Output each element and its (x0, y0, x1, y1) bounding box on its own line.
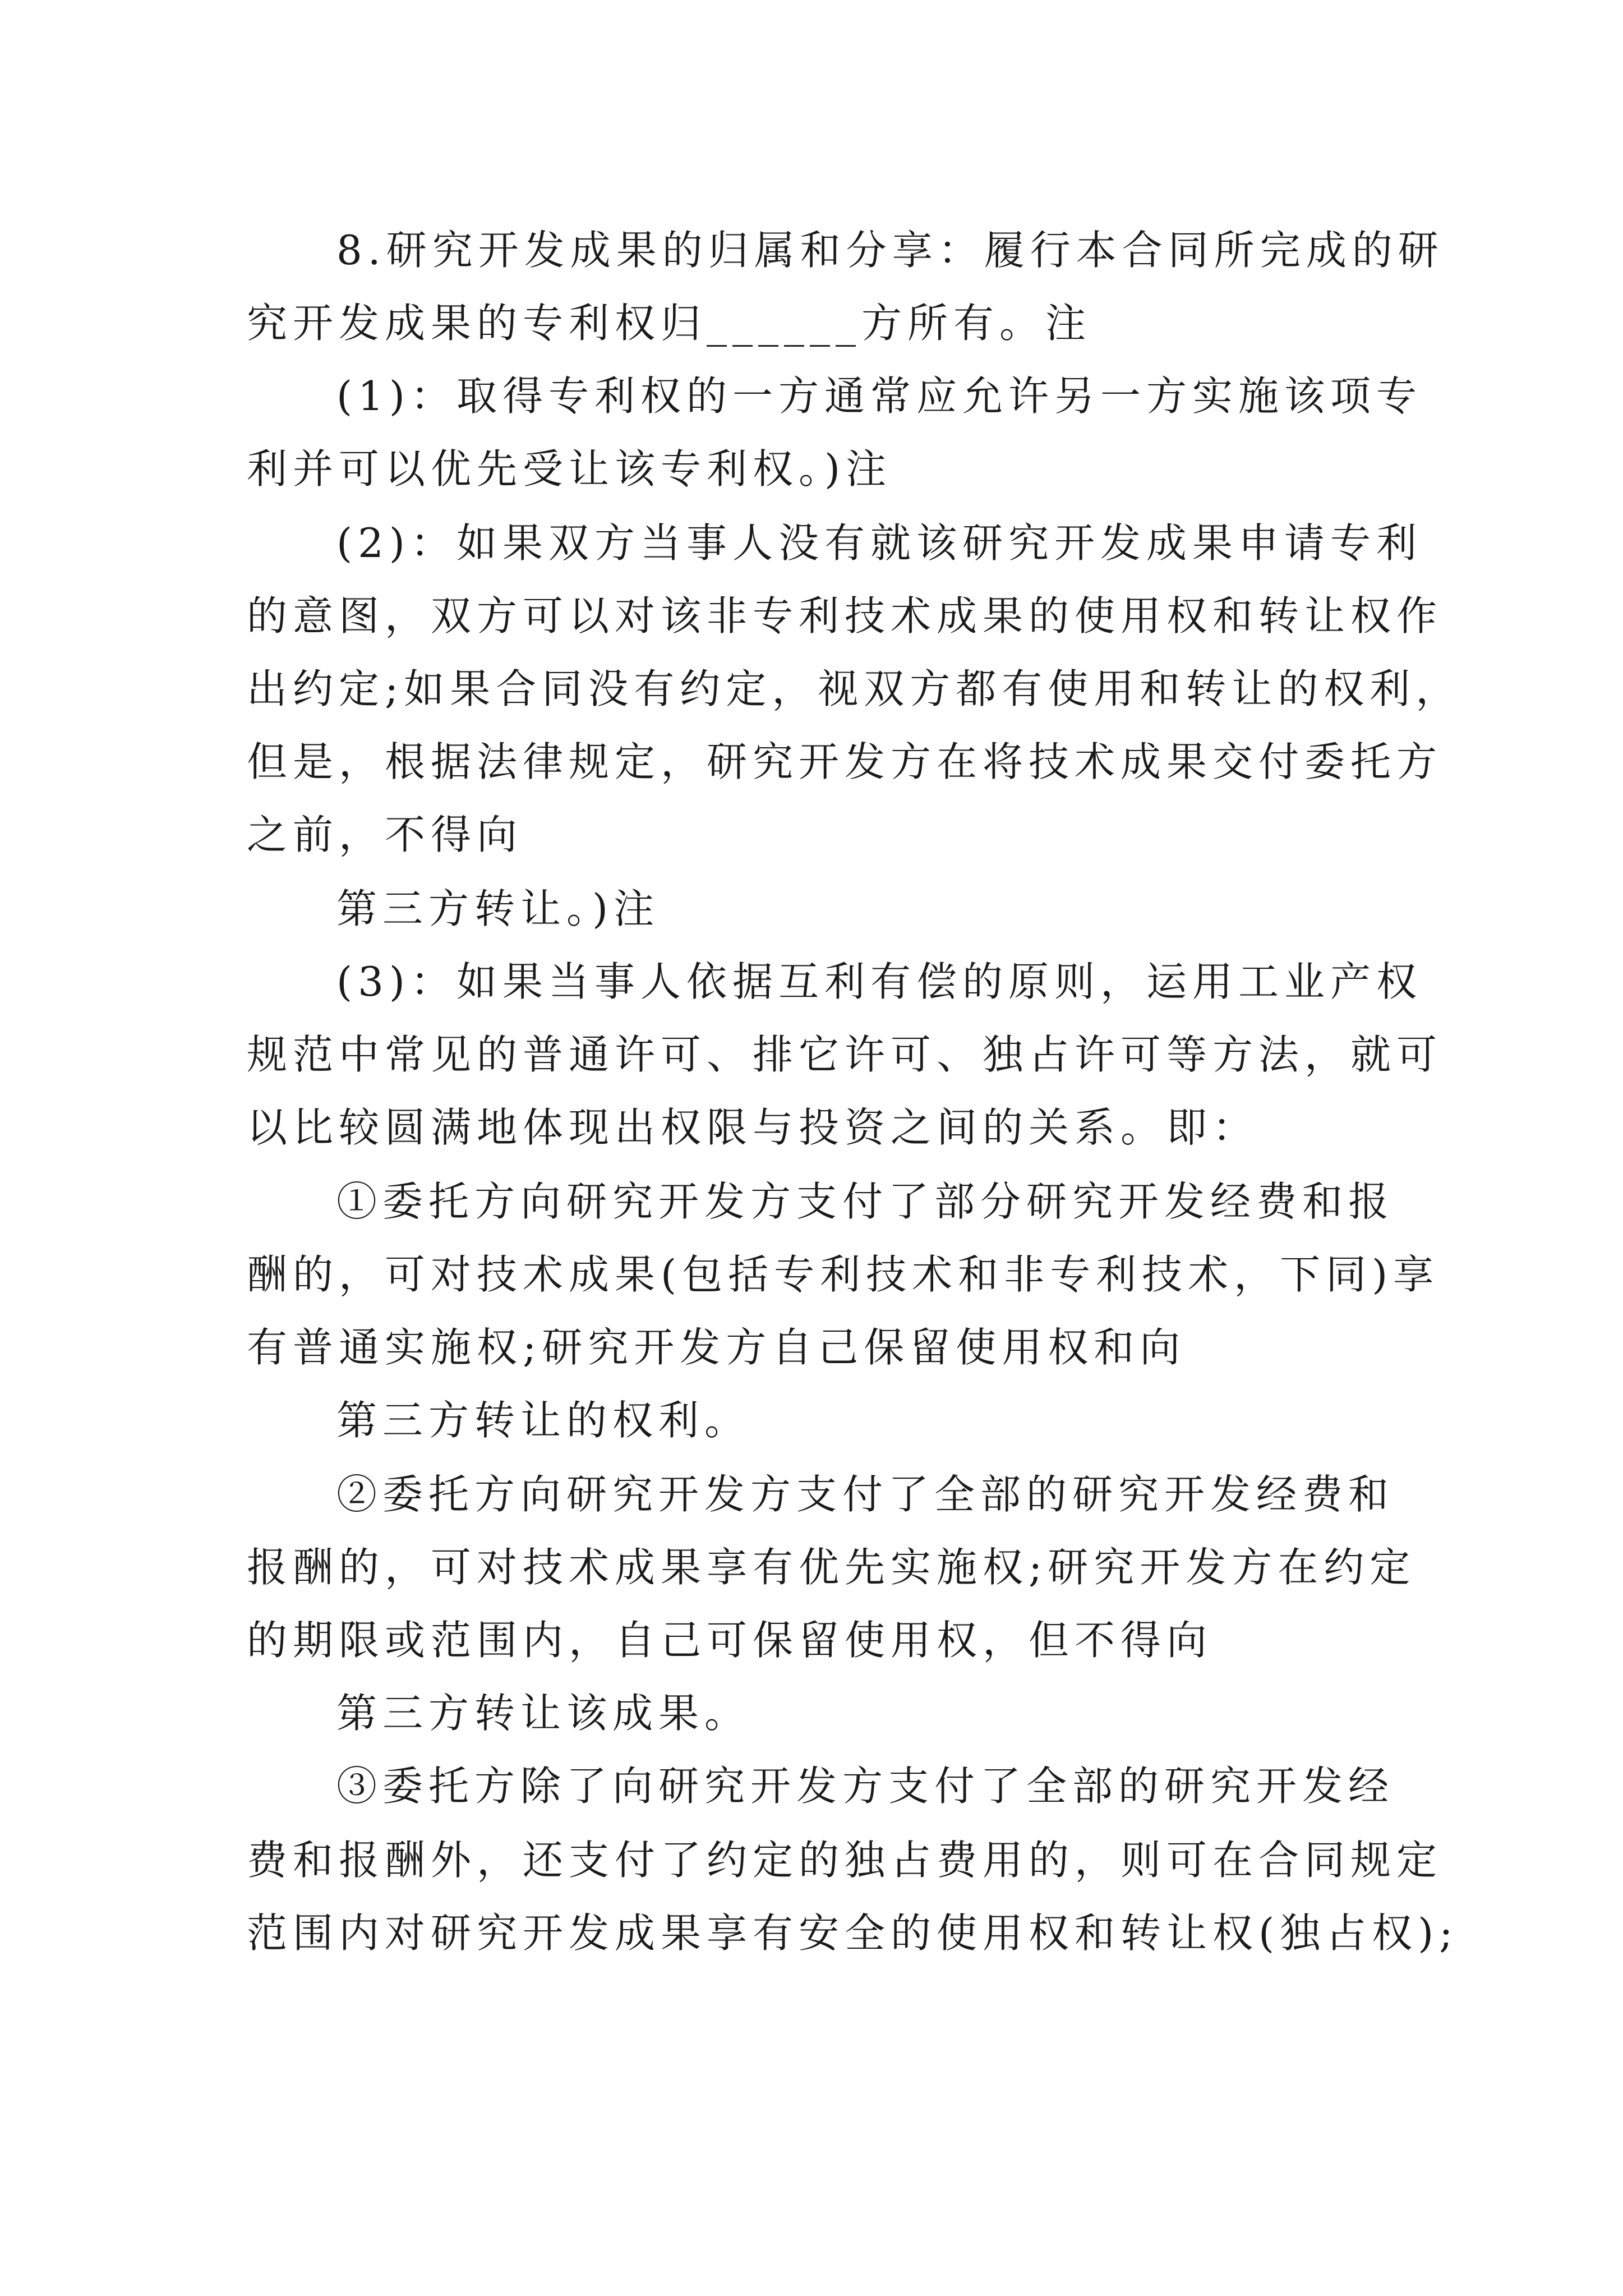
text-line: ①委托方向研究开发方支付了部分研究开发经费和报 (336, 1178, 1395, 1225)
text-line: 规范中常见的普通许可、排它许可、独占许可等方法，就可 (247, 1031, 1443, 1078)
text-line: 酬的，可对技术成果(包括专利技术和非专利技术，下同)享 (247, 1251, 1440, 1298)
text-line: 范围内对研究开发成果享有安全的使用权和转让权(独占权); (247, 1910, 1459, 1957)
text-line: (2)：如果双方当事人没有就该研究开发成果申请专利 (336, 519, 1422, 567)
text-line: 的意图，双方可以对该非专利技术成果的使用权和转让权作 (247, 592, 1443, 639)
text-line: ②委托方向研究开发方支付了全部的研究开发经费和 (336, 1471, 1395, 1518)
text-line: 之前，不得向 (247, 811, 523, 858)
text-line: 出约定;如果合同没有约定，视双方都有使用和转让的权利， (247, 665, 1462, 712)
text-line: 第三方转让的权利。 (336, 1397, 751, 1444)
text-line: (3)：如果当事人依据互利有偿的原则，运用工业产权 (336, 958, 1422, 1005)
text-line: 第三方转让。)注 (336, 885, 660, 932)
text-line: 以比较圆满地体现出权限与投资之间的关系。即： (247, 1104, 1259, 1151)
text-line: 8.研究开发成果的归属和分享：履行本合同所完成的研 (336, 227, 1444, 274)
text-line: ③委托方除了向研究开发方支付了全部的研究开发经 (336, 1763, 1395, 1810)
text-line: 第三方转让该成果。 (336, 1690, 751, 1737)
text-line: 的期限或范围内，自己可保留使用权，但不得向 (247, 1617, 1213, 1664)
text-line: 费和报酬外，还支付了约定的独占费用的，则可在合同规定 (247, 1837, 1443, 1884)
text-line: 但是，根据法律规定，研究开发方在将技术成果交付委托方 (247, 738, 1443, 785)
text-line: 究开发成果的专利权归______方所有。注 (247, 300, 1092, 347)
text-line: 报酬的，可对技术成果享有优先实施权;研究开发方在约定 (247, 1544, 1416, 1591)
text-line: 有普通实施权;研究开发方自己保留使用权和向 (247, 1324, 1186, 1371)
text-line: (1)：取得专利权的一方通常应允许另一方实施该项专 (336, 372, 1422, 420)
text-line: 利并可以优先受让该专利权。)注 (247, 445, 892, 493)
